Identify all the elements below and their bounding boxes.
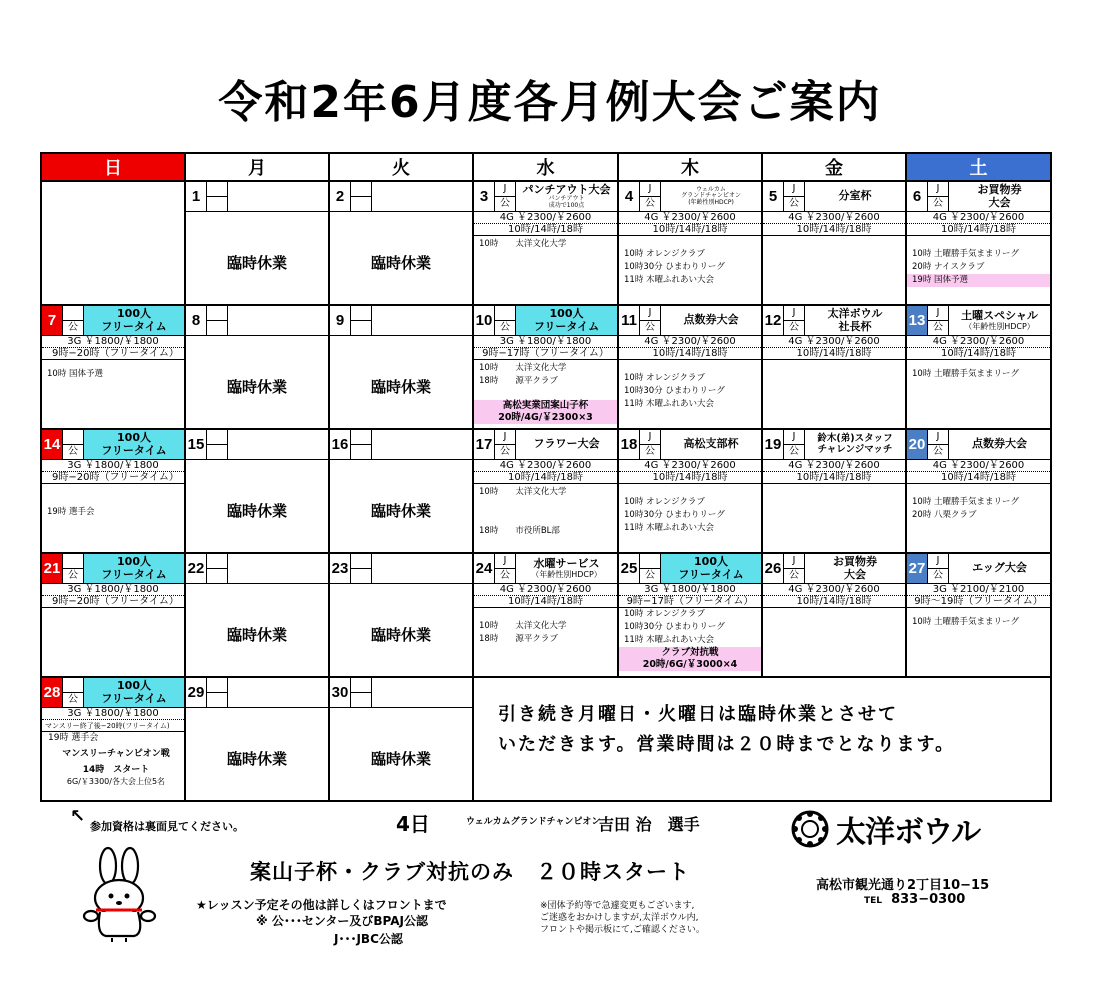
price: 3G ￥1800/￥1800 [619,584,761,596]
closed-label: 臨時休業 [370,626,431,644]
day-number: 4 [624,188,634,205]
day-number: 9 [335,312,345,329]
times: 10時/14時/18時 [907,348,1050,360]
cert-box [350,182,372,211]
event-name: フラワー大会 [533,437,600,451]
day-number: 3 [479,188,489,205]
cert-box: 公 [62,678,84,707]
weekday-header-row [41,153,1051,181]
cert-box: 公 [62,306,84,335]
day-cell [618,181,762,305]
times: 10時/14時/18時 [763,348,905,360]
cert-box: J 公 [783,430,805,459]
event-name: 100人 フリータイム [661,554,761,583]
times: 9時−17時（フリータイム） [619,596,761,608]
day-cell [41,305,185,429]
day-cell [329,677,473,801]
day-cell [329,305,473,429]
cert-box: J 公 [927,306,949,335]
day-cell [185,181,329,305]
times: 9時−20時（フリータイム） [42,472,184,484]
week-row [41,305,1051,429]
closed-label: 臨時休業 [370,502,431,520]
day-number: 8 [191,312,201,329]
cert-box: J 公 [639,306,661,335]
day-cell [906,429,1051,553]
day-number: 6 [912,188,922,205]
highlight-event: 高松実業団案山子杯 20時/4G/￥2300×3 [474,400,617,424]
event-name: 分室杯 [838,189,872,203]
logo-text: 太洋ボウル [836,815,981,850]
notes: 10時 オレンジクラブ 10時30分 ひまわりリーグ 11時 木曜ふれあい大会 [624,609,725,645]
closed-label: 臨時休業 [370,378,431,396]
times: 10時/14時/18時 [763,596,905,608]
weekday-sun: 日 [41,153,185,181]
day-cell [41,429,185,553]
closed-label: 臨時休業 [226,254,287,272]
cert-box: J 公 [494,182,516,211]
times: 10時/14時/18時 [619,224,761,236]
cert-box: 公 [494,306,516,335]
ko-certification-note: ※ 公･･･センター及びBPAJ公認 [256,914,428,928]
times: 9時−17時（フリータイム） [474,348,617,360]
times: 9時−20時（フリータイム） [42,596,184,608]
day-cell [41,677,185,801]
cert-box [350,554,372,583]
price: 4G ￥2300/￥2600 [474,212,617,224]
times: マンスリー終了後−20時(フリータイム) [42,720,184,732]
address: 高松市観光通り2丁目10−15 [816,878,990,893]
event-name: 高松支部杯 [683,437,739,451]
cert-box [206,182,228,211]
week-row [41,429,1051,553]
highlight-event: クラブ対抗戦 20時/6G/￥3000×4 [619,647,761,671]
cert-box [350,678,372,707]
day-number: 2 [335,188,345,205]
closed-label: 臨時休業 [226,750,287,768]
rabbit-mascot-icon [82,846,158,942]
event-name: 鈴木(弟)スタッフ チャレンジマッチ [817,432,893,455]
day-number: 26 [764,560,782,577]
cert-box: J 公 [494,554,516,583]
price: 3G ￥1800/￥1800 [42,584,184,596]
cert-box: 公 [62,554,84,583]
price: 3G ￥1800/￥1800 [42,460,184,472]
day-number: 10 [475,312,493,329]
day-number: 24 [475,560,493,577]
day-number: 14 [42,430,62,459]
price: 3G ￥1800/￥1800 [42,336,184,348]
closed-label: 臨時休業 [370,750,431,768]
day-cell [906,305,1051,429]
notes: 10時 太洋文化大学 [479,239,567,249]
week-row [41,553,1051,677]
closed-label: 臨時休業 [370,254,431,272]
notes: 10時 土曜勝手気ままリーグ [912,369,1020,379]
day-cell [762,181,906,305]
day-number: 13 [907,306,927,335]
notes: 10時 オレンジクラブ 10時30分 ひまわりリーグ 11時 木曜ふれあい大会 [624,497,725,533]
notes: 10時 太洋文化大学 18時 市役所BL部 [479,487,567,536]
start-notice: 案山子杯・クラブ対抗のみ ２０時スタート [250,860,690,884]
notes: 10時 国体予選 [47,369,104,379]
cert-box: J 公 [783,306,805,335]
cert-box: 公 [639,554,661,583]
cert-box: 公 [62,430,84,459]
cert-box: J 公 [927,554,949,583]
day-number: 12 [764,312,782,329]
times: 10時/14時/18時 [474,224,617,236]
day-number: 20 [907,430,927,459]
event-name: 100人 フリータイム [84,430,184,459]
notes: 10時 太洋文化大学 18時 源平クラブ [479,621,567,644]
notes: 19時 選手会 マンスリーチャンピオン戦 14時 スタート 6G/￥3300/各大会上位5名 [48,733,170,786]
price: 4G ￥2300/￥2600 [474,460,617,472]
times: 10時/14時/18時 [619,348,761,360]
day-cell [473,429,618,553]
notes: 19時 選手会 [47,507,95,517]
cert-box [206,678,228,707]
times: 10時/14時/18時 [474,596,617,608]
price: 4G ￥2300/￥2600 [907,212,1050,224]
logo-emblem-icon [790,809,830,849]
day-cell [618,429,762,553]
page-title: 令和2年6月度各月例大会ご案内 [218,77,882,128]
cert-box: J 公 [783,554,805,583]
day-number: 21 [42,554,62,583]
day-cell [185,429,329,553]
notes: 10時 土曜勝手気ままリーグ 20時 ナイスクラブ [912,249,1020,272]
day-cell [185,305,329,429]
day-cell [185,677,329,801]
lesson-note: ★レッスン予定その他は詳しくはフロントまで [196,898,447,912]
price: 3G ￥1800/￥1800 [474,336,617,348]
times: 10時/14時/18時 [907,224,1050,236]
day-cell [906,181,1051,305]
day-cell [762,553,906,677]
cert-box [206,554,228,583]
event-name: 点数券大会 [972,437,1027,451]
day-cell [618,553,762,677]
weekday-tue: 火 [329,153,473,181]
weekday-mon: 月 [185,153,329,181]
day-number: 15 [187,436,205,453]
arrow-icon: ↖ [70,806,86,827]
times: 10時/14時/18時 [619,472,761,484]
day-cell [762,305,906,429]
cert-box [350,306,372,335]
day-number: 28 [42,678,62,707]
weekday-wed: 水 [473,153,618,181]
day-cell [906,553,1051,677]
winner-name: 吉田 治 選手 [598,815,700,834]
price: 3G ￥2100/￥2100 [907,584,1050,596]
notes: 10時 太洋文化大学 18時 源平クラブ [479,363,567,386]
cert-box: J 公 [927,430,949,459]
day-cell [473,305,618,429]
cert-box [206,430,228,459]
cert-box: J 公 [639,430,661,459]
welcome-gc-label: ウェルカムグランドチャンピオン [466,817,601,827]
weekday-thu: 木 [618,153,762,181]
weekday-sat: 土 [906,153,1051,181]
day-cell [762,429,906,553]
day-number: 5 [768,188,778,205]
event-name: 水曜サービス （年齢性別HDCP） [531,556,602,580]
event-name: 100人 フリータイム [516,306,617,335]
cert-box: J 公 [639,182,661,211]
price: 4G ￥2300/￥2600 [619,212,761,224]
day-number: 7 [42,306,62,335]
price: 4G ￥2300/￥2600 [474,584,617,596]
day-cell [41,553,185,677]
day-cell [329,429,473,553]
day-cell [618,305,762,429]
day-number: 19 [764,436,782,453]
day-number: 11 [621,312,637,329]
day-cell [473,553,618,677]
day-cell-empty [41,181,185,305]
price: 4G ￥2300/￥2600 [907,460,1050,472]
closed-label: 臨時休業 [226,626,287,644]
week-row [41,181,1051,305]
day-number: 30 [331,684,349,701]
notes: 10時 オレンジクラブ 10時30分 ひまわりリーグ 11時 木曜ふれあい大会 [624,373,725,409]
day-cell [185,553,329,677]
price: 4G ￥2300/￥2600 [907,336,1050,348]
day-number: 18 [620,436,638,453]
cert-box: J 公 [783,182,805,211]
event-name: 土曜スペシャル （年齢性別HDCP） [961,308,1038,332]
closure-notice: 引き続き月曜日・火曜日は臨時休業とさせて いただきます。営業時間は２０時までとなります。 [498,704,956,755]
day-number: 27 [907,554,927,583]
event-name: 太洋ボウル 社長杯 [827,306,883,333]
cert-box [350,430,372,459]
phone: TEL 833−0300 [864,892,966,907]
notes: 10時 土曜勝手気ままリーグ [912,617,1020,627]
cert-box: J 公 [494,430,516,459]
closed-label: 臨時休業 [226,378,287,396]
times: 10時/14時/18時 [763,224,905,236]
price: 4G ￥2300/￥2600 [763,460,905,472]
notes: 10時 土曜勝手気ままリーグ 20時 八栗クラブ [912,497,1020,520]
day-number: 25 [620,560,638,577]
closed-label: 臨時休業 [226,502,287,520]
times: 10時/14時/18時 [907,472,1050,484]
week-row [41,677,1051,801]
times: 9時−20時（フリータイム） [42,348,184,360]
event-name: エッグ大会 [972,561,1027,575]
day-number: 16 [331,436,349,453]
group-booking-note: ※団体予約等で急遽変更もございます, ご迷惑をおかけしますが,太洋ボウル内, フロントや掲示板にて,ご確認ください。 [540,901,705,935]
event-name: お買物券 大会 [833,554,877,581]
event-name: 点数券大会 [683,313,739,327]
notice-cell [473,677,1051,801]
logo [790,806,1030,852]
price: 3G ￥1800/￥1800 [42,708,184,720]
day-number: 23 [331,560,349,577]
day-number: 17 [475,436,493,453]
price: 4G ￥2300/￥2600 [763,584,905,596]
times: 9時〜19時（フリータイム） [907,596,1050,608]
day4-label: 4日 [396,812,430,836]
eligibility-note: 参加資格は裏面見てください。 [90,820,244,833]
cert-box: J 公 [927,182,949,211]
event-name: 100人 フリータイム [84,554,184,583]
day-number: 29 [187,684,205,701]
calendar [40,152,1052,802]
event-name: お買物券 大会 [977,182,1022,209]
event-name: パンチアウト大会 パンチアウト 成功で100点 [522,182,611,209]
event-name: ウェルカム グランドチャンピオン (年齢性別HDCP) [681,185,741,206]
j-certification-note: J･･･JBC公認 [334,932,403,946]
price: 4G ￥2300/￥2600 [763,336,905,348]
weekday-fri: 金 [762,153,906,181]
day-cell [329,181,473,305]
times: 10時/14時/18時 [474,472,617,484]
day-cell [473,181,618,305]
day-number: 22 [187,560,205,577]
event-name: 100人 フリータイム [84,678,184,707]
day-number: 1 [191,188,201,205]
price: 4G ￥2300/￥2600 [619,336,761,348]
event-name: 100人 フリータイム [84,306,184,335]
price: 4G ￥2300/￥2600 [619,460,761,472]
times: 10時/14時/18時 [763,472,905,484]
highlight-event: 19時 国体予選 [907,274,1050,287]
price: 4G ￥2300/￥2600 [763,212,905,224]
day-cell [329,553,473,677]
cert-box [206,306,228,335]
notes: 10時 オレンジクラブ 10時30分 ひまわりリーグ 11時 木曜ふれあい大会 [624,249,725,285]
